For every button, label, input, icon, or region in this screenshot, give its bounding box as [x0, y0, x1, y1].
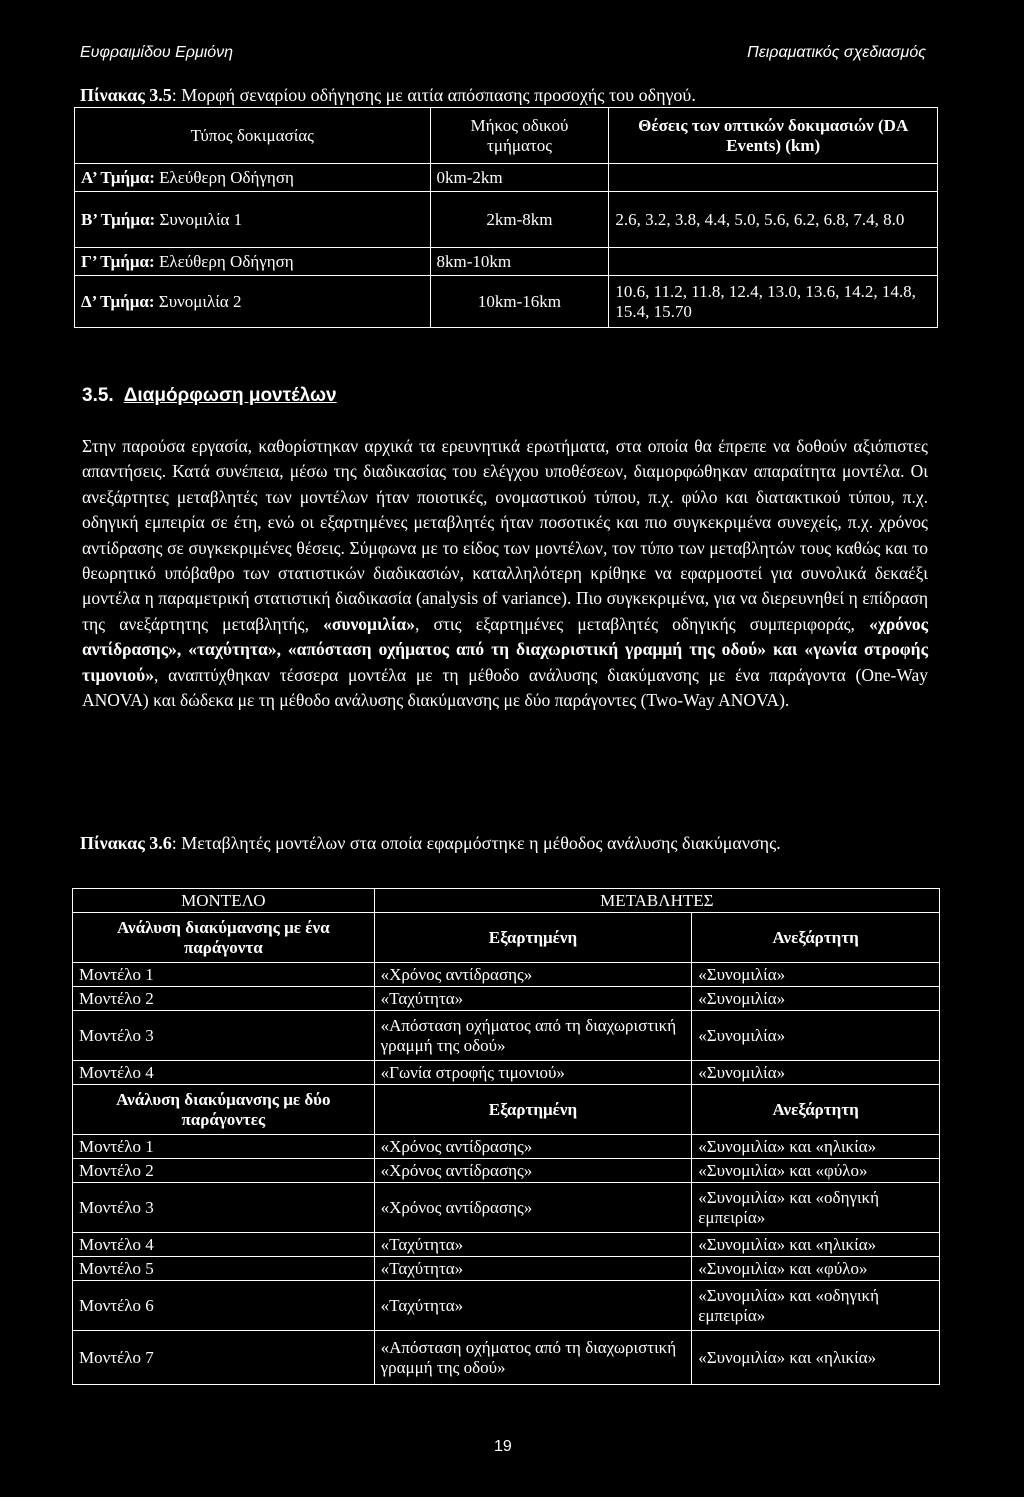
t2-indep: «Συνομιλία» και «φύλο»	[692, 1257, 940, 1281]
anova-models-table	[72, 888, 940, 1385]
t1-row-positions	[609, 248, 938, 276]
t2-dep: «Ταχύτητα»	[374, 1257, 692, 1281]
t1-row-type: Α’ Τμήμα: Ελεύθερη Οδήγηση	[75, 164, 431, 192]
t2-indep: «Συνομιλία» και «ηλικία»	[692, 1135, 940, 1159]
t2-indep: «Συνομιλία» και «ηλικία»	[692, 1233, 940, 1257]
section-title: Διαμόρφωση μοντέλων	[123, 385, 337, 406]
t2-dep: «Χρόνος αντίδρασης»	[374, 1159, 692, 1183]
t1-row-length: 8km-10km	[430, 248, 609, 276]
header-chapter: Πειραματικός σχεδιασμός	[747, 44, 926, 61]
t2-model: Μοντέλο 3	[73, 1183, 375, 1233]
t2-model: Μοντέλο 4	[73, 1233, 375, 1257]
t2-header-vars: ΜΕΤΑΒΛΗΤΕΣ	[374, 889, 939, 913]
t2-dep: «Χρόνος αντίδρασης»	[374, 963, 692, 987]
t2-header-model: ΜΟΝΤΕΛΟ	[73, 889, 375, 913]
t2-dep: «Ταχύτητα»	[374, 1281, 692, 1331]
t1-row-positions: 2.6, 3.2, 3.8, 4.4, 5.0, 5.6, 6.2, 6.8, 7.4, 8.0	[609, 192, 938, 248]
t2-group1-title: Ανάλυση διακύμανσης με ένα παράγοντα	[73, 913, 375, 963]
t2-model: Μοντέλο 4	[73, 1061, 375, 1085]
section-number: 3.5.	[82, 385, 114, 406]
t2-model: Μοντέλο 2	[73, 987, 375, 1011]
driving-scenario-table	[74, 107, 938, 328]
t2-indep: «Συνομιλία»	[692, 987, 940, 1011]
t2-group2-indep: Ανεξάρτητη	[692, 1085, 940, 1135]
t1-header-type: Τύπος δοκιμασίας	[75, 108, 431, 164]
t1-row-type: Δ’ Τμήμα: Συνομιλία 2	[75, 276, 431, 328]
t1-row-length: 2km-8km	[430, 192, 609, 248]
t2-dep: «Χρόνος αντίδρασης»	[374, 1183, 692, 1233]
t2-group1-indep: Ανεξάρτητη	[692, 913, 940, 963]
t2-indep: «Συνομιλία» και «οδηγική εμπειρία»	[692, 1281, 940, 1331]
table1-caption-label: Πίνακας 3.5	[80, 85, 172, 105]
t2-model: Μοντέλο 3	[73, 1011, 375, 1061]
t2-group2-dep: Εξαρτημένη	[374, 1085, 692, 1135]
t1-row-type: Β’ Τμήμα: Συνομιλία 1	[75, 192, 431, 248]
table2-caption-text: : Μεταβλητές μοντέλων στα οποία εφαρμόστηκε η μέθοδος ανάλυσης διακύμανσης.	[171, 833, 781, 853]
t1-row-type: Γ’ Τμήμα: Ελεύθερη Οδήγηση	[75, 248, 431, 276]
table2-caption-label: Πίνακας 3.6	[80, 833, 172, 853]
t2-model: Μοντέλο 5	[73, 1257, 375, 1281]
t1-header-positions: Θέσεις των οπτικών δοκιμασιών (DA Events) (km)	[609, 108, 938, 164]
t2-indep: «Συνομιλία»	[692, 963, 940, 987]
t2-group1-dep: Εξαρτημένη	[374, 913, 692, 963]
t2-dep: «Ταχύτητα»	[374, 987, 692, 1011]
t1-row-length: 0km-2km	[430, 164, 609, 192]
t1-row-length: 10km-16km	[430, 276, 609, 328]
table2-caption	[80, 830, 926, 856]
t2-model: Μοντέλο 7	[73, 1331, 375, 1385]
t2-model: Μοντέλο 6	[73, 1281, 375, 1331]
t2-indep: «Συνομιλία» και «ηλικία»	[692, 1331, 940, 1385]
t2-model: Μοντέλο 1	[73, 1135, 375, 1159]
t2-dep: «Ταχύτητα»	[374, 1233, 692, 1257]
t1-header-length: Μήκος οδικού τμήματος	[430, 108, 609, 164]
t2-indep: «Συνομιλία» και «οδηγική εμπειρία»	[692, 1183, 940, 1233]
t2-indep: «Συνομιλία» και «φύλο»	[692, 1159, 940, 1183]
t2-model: Μοντέλο 2	[73, 1159, 375, 1183]
table1-caption	[80, 84, 696, 106]
header-author: Ευφραιμίδου Ερμιόνη	[80, 44, 234, 61]
t1-row-positions: 10.6, 11.2, 11.8, 12.4, 13.0, 13.6, 14.2, 14.8, 15.4, 15.70	[609, 276, 938, 328]
t2-dep: «Χρόνος αντίδρασης»	[374, 1135, 692, 1159]
t2-dep: «Απόσταση οχήματος από τη διαχωριστική γραμμή της οδού»	[374, 1011, 692, 1061]
page-number: 19	[494, 1438, 512, 1455]
t2-dep: «Γωνία στροφής τιμονιού»	[374, 1061, 692, 1085]
t2-group2-title: Ανάλυση διακύμανσης με δύο παράγοντες	[73, 1085, 375, 1135]
table1-caption-text: : Μορφή σεναρίου οδήγησης με αιτία απόσπασης προσοχής του οδηγού.	[171, 85, 696, 105]
t2-indep: «Συνομιλία»	[692, 1011, 940, 1061]
t2-model: Μοντέλο 1	[73, 963, 375, 987]
t2-indep: «Συνομιλία»	[692, 1061, 940, 1085]
section-heading	[82, 385, 337, 407]
t1-row-positions	[609, 164, 938, 192]
body-paragraph: Στην παρούσα εργασία, καθορίστηκαν αρχικά τα ερευνητικά ερωτήματα, στα οποία θα έπρεπε να δοθούν αξιόπιστες απαντήσεις. Κατά συνέπεια, μέσω της διαδικασίας του ελέγχου υποθέσεων, διαμορφώθηκαν απαραίτητα μοντέλα. Οι ανεξάρτητες μεταβλητές των μοντέλων ήταν ποιοτικές, ονομαστικού τύπου, π.χ. φύλο και διατακτικού τύπου, π.χ. οδηγική εμπειρία σε έτη, ενώ οι εξαρτημένες μεταβλητές ήταν ποσοτικές και πιο συγκεκριμένα συνεχείς, π.χ. χρόνος αντίδρασης σε συγκεκριμένες θέσεις. Σύμφωνα με το είδος των μοντέλων, τον τύπο των μεταβλητών τους καθώς και το θεωρητικό υπόβαθρο των στατιστικών διαδικασιών, καταλληλότερη κρίθηκε να εφαρμοστεί για συνολικά δεκαέξι μοντέλα η παραμετρική στατιστική διαδικασία (analysis of variance). Πιο συγκεκριμένα, για να διερευνηθεί η επίδραση της ανεξάρτητης μεταβλητής, «συνομιλία», στις εξαρτημένες μεταβλητές οδηγικής συμπεριφοράς, «χρόνος αντίδρασης», «ταχύτητα», «απόσταση οχήματος από τη διαχωριστική γραμμή της οδού» και «γωνία στροφής τιμονιού», αναπτύχθηκαν τέσσερα μοντέλα με τη μέθοδο ανάλυσης διακύμανσης με ένα παράγοντα (One-Way ANOVA) και δώδεκα με τη μέθοδο ανάλυσης διακύμανσης με δύο παράγοντες (Two-Way ANOVA).	[82, 436, 928, 711]
t2-dep: «Απόσταση οχήματος από τη διαχωριστική γραμμή της οδού»	[374, 1331, 692, 1385]
